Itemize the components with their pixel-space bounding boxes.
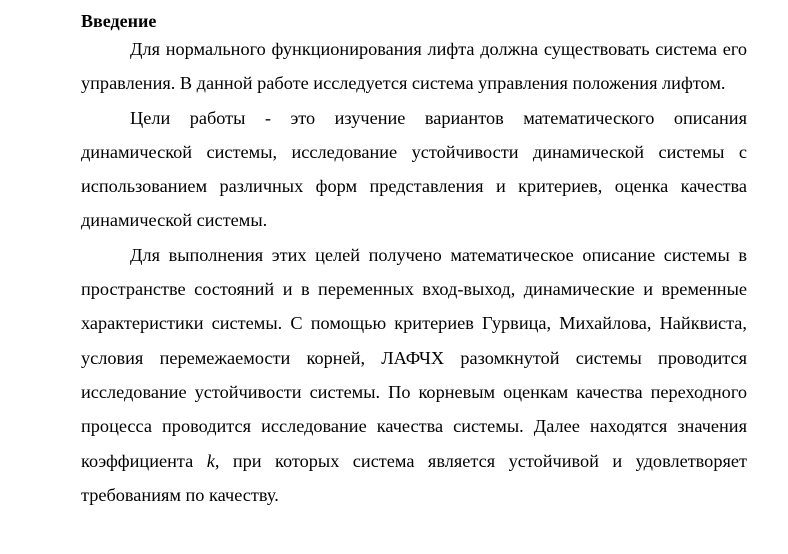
document-page	[81, 10, 747, 512]
paragraph-methods-text-start: Для выполнения этих целей получено математическое описание системы в пространстве состояний и в переменных вход-выход, динамические и временные характеристики системы. С помощью критериев Гурвица, Михайлова, Найквиста, условия перемежаемости корней, ЛАФЧХ разомкнутой системы проводится исследование устойчивости системы. По корневым оценкам качества переходного процесса проводится исследование качества системы. Далее находятся значения коэффициента	[81, 244, 747, 471]
paragraph-methods-text-end: , при которых система является устойчивой и удовлетворяет требованиям по качеству.	[81, 450, 747, 505]
paragraph-goals: Цели работы - это изучение вариантов математического описания динамической системы, исследование устойчивости динамической системы с использованием различных форм представления и критериев, оценка качества динамической системы.	[81, 107, 747, 231]
paragraph-purpose: Для нормального функционирования лифта должна существовать система его управления. В данной работе исследуется система управления положения лифтом.	[81, 39, 747, 94]
variable-k: k	[206, 450, 215, 471]
section-heading: Введение	[81, 11, 157, 31]
paragraph-methods	[81, 238, 747, 512]
